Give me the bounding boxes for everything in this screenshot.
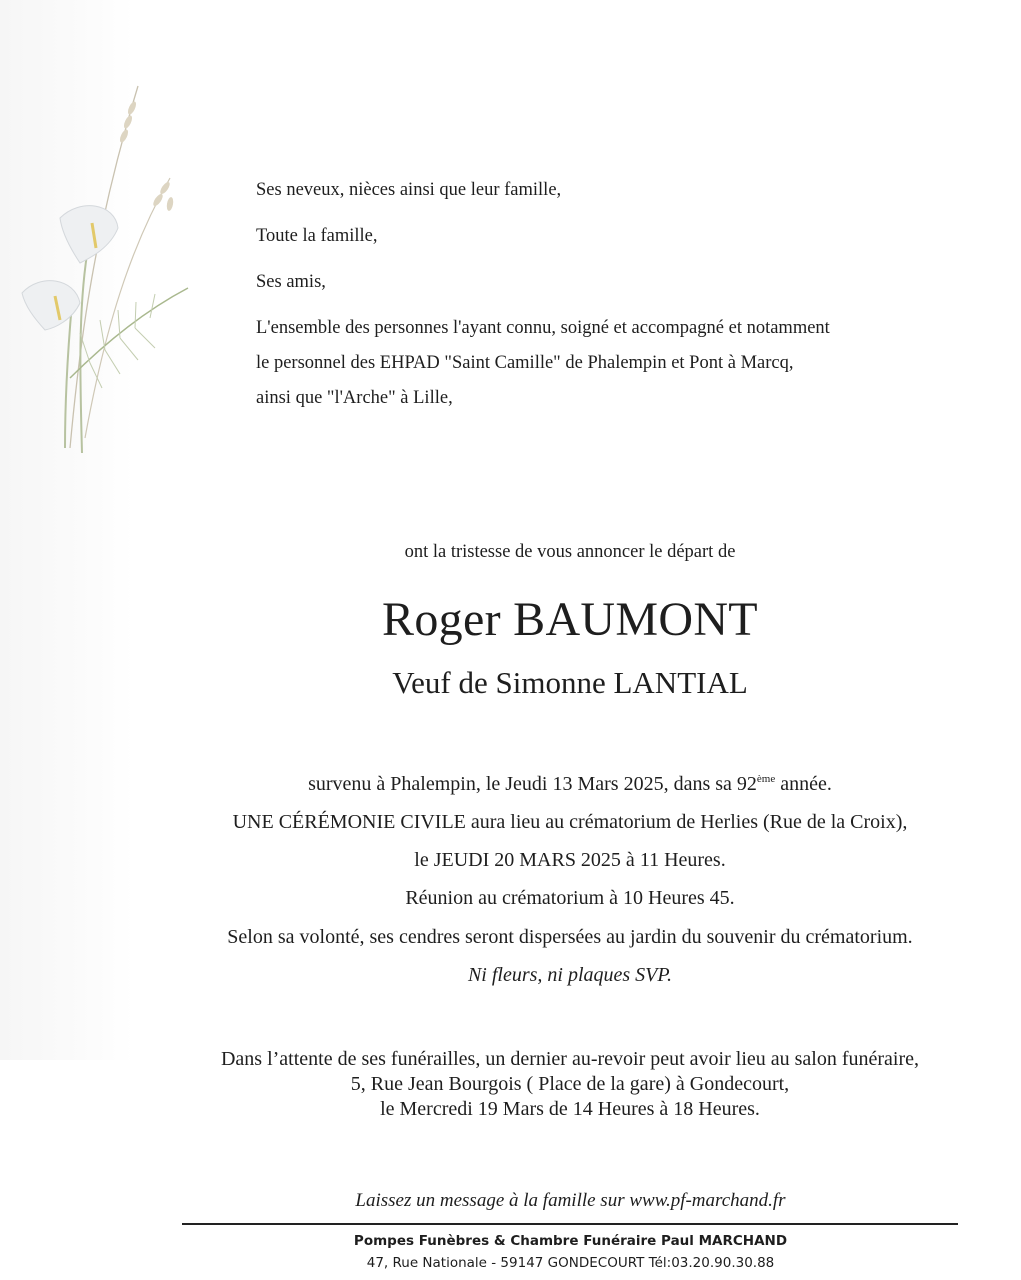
deceased-name: Roger BAUMONT: [382, 593, 758, 646]
family-line-nephews: Ses neveux, nièces ainsi que leur famille,: [256, 180, 562, 200]
family-line-whole-family: Toute la famille,: [256, 226, 378, 246]
death-details: [0, 773, 1021, 796]
family-line-friends: Ses amis,: [256, 272, 326, 292]
ordinal-suffix: ème: [756, 773, 776, 785]
family-line-carers: L'ensemble des personnes l'ayant connu, soigné et accompagné et notamment: [256, 318, 830, 338]
family-line-arche: ainsi que "l'Arche" à Lille,: [256, 388, 453, 408]
family-line-ehpad: le personnel des EHPAD "Saint Camille" de Phalempin et Pont à Marcq,: [256, 353, 794, 373]
widow-of: Veuf de Simonne LANTIAL: [392, 665, 748, 700]
footer-address: 47, Rue Nationale - 59147 GONDECOURT Tél:03.20.90.30.88: [366, 1255, 775, 1271]
ashes-note: Selon sa volonté, ses cendres seront dispersées au jardin du souvenir du crématorium.: [227, 926, 913, 948]
visitation-line-2: 5, Rue Jean Bourgois ( Place de la gare) à Gondecourt,: [350, 1073, 790, 1095]
lily-wheat-illustration: [10, 78, 200, 458]
ceremony-location: UNE CÉRÉMONIE CIVILE aura lieu au crématorium de Herlies (Rue de la Croix),: [232, 811, 908, 833]
ceremony-date: le JEUDI 20 MARS 2025 à 11 Heures.: [414, 849, 726, 871]
footer-divider: [182, 1223, 958, 1225]
announcement-text: ont la tristesse de vous annoncer le départ de: [404, 542, 736, 562]
footer-message: Laissez un message à la famille sur www.pf-marchand.fr: [355, 1190, 786, 1211]
death-details-text: survenu à Phalempin, le Jeudi 13 Mars 2025, dans sa 92: [308, 773, 757, 795]
footer-company: Pompes Funèbres & Chambre Funéraire Paul MARCHAND: [353, 1233, 788, 1249]
meeting-time: Réunion au crématorium à 10 Heures 45.: [405, 887, 735, 909]
visitation-line-3: le Mercredi 19 Mars de 14 Heures à 18 Heures.: [380, 1098, 760, 1120]
no-flowers-note: Ni fleurs, ni plaques SVP.: [467, 964, 673, 986]
visitation-line-1: Dans l’attente de ses funérailles, un dernier au-revoir peut avoir lieu au salon funéraire,: [220, 1048, 920, 1070]
death-details-end: année.: [775, 773, 832, 795]
